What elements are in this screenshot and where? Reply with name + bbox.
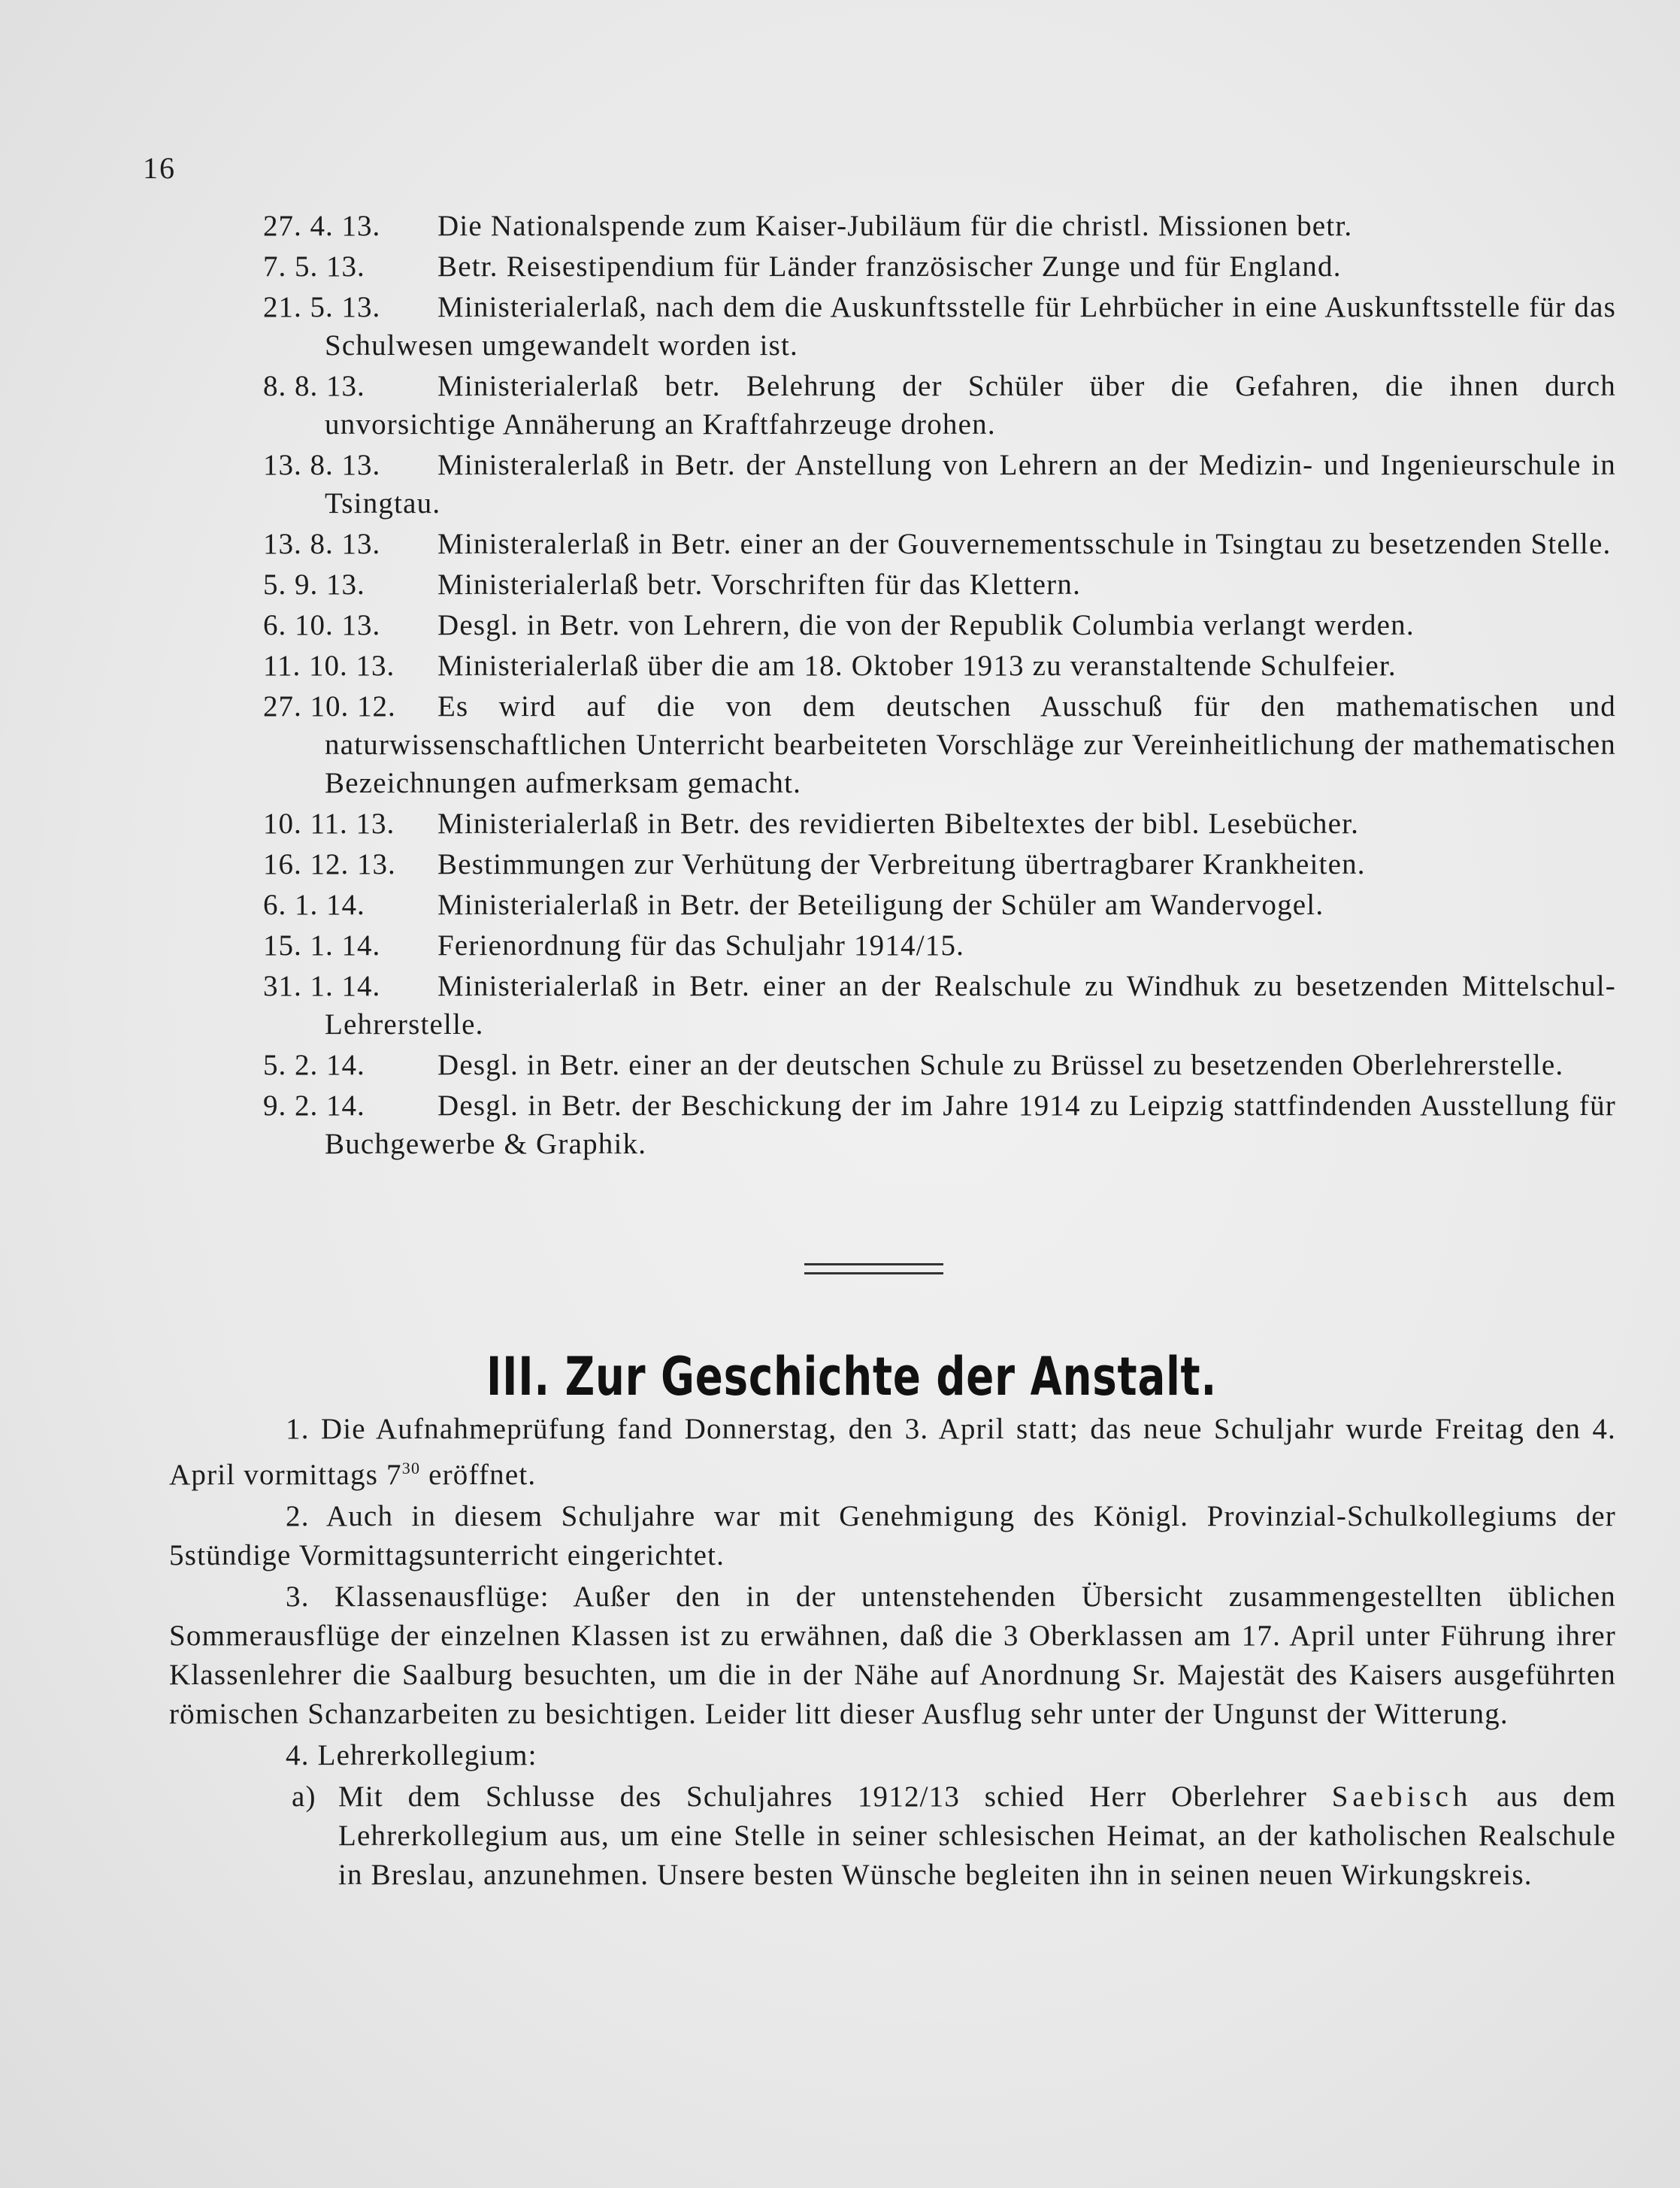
decree-date: 31. 1. 14. <box>263 970 381 1002</box>
decree-text: Ministeralerlaß in Betr. der Anstellung von Lehrern an der Medizin- und Ingenieurschule in Tsingtau. <box>325 449 1616 520</box>
decree-date: 5. 2. 14. <box>263 1049 365 1081</box>
decree-text: Desgl. in Betr. der Beschickung der im Jahre 1914 zu Leipzig stattfindenden Ausstellung für Buchgewerbe & Graphik. <box>325 1089 1616 1160</box>
decree-date: 15. 1. 14. <box>263 929 381 962</box>
decree-text: Die Nationalspende zum Kaiser-Jubiläum für die christl. Missionen betr. <box>437 210 1353 242</box>
decree-text: Ministerialerlaß über die am 18. Oktober 1913 zu veranstaltende Schulfeier. <box>437 650 1397 682</box>
decree-entry <box>263 525 1616 563</box>
section-heading: III. Zur Geschichte der Anstalt. <box>486 1346 1217 1408</box>
decree-date: 8. 8. 13. <box>263 370 365 402</box>
history-paragraph-faculty: 4. Lehrerkollegium: <box>286 1739 537 1771</box>
admission-time-minutes: 30 <box>401 1459 421 1477</box>
decree-text: Es wird auf die von dem deutschen Ausschuß für den mathematischen und naturwissenschaftlichen Unterricht bearbeiteten Vorschläge zur Vereinheitlichung der mathematischen Bezeichnungen aufmerksam gemacht. <box>325 690 1616 799</box>
decree-entry <box>263 367 1616 444</box>
decree-text: Desgl. in Betr. einer an der deutschen Schule zu Brüssel zu besetzenden Oberlehrerstelle. <box>437 1049 1564 1081</box>
decree-date: 13. 8. 13. <box>263 528 381 560</box>
subitem-text: Mit dem Schlusse des Schuljahres 1912/13 schied Herr Oberlehrer <box>338 1780 1332 1813</box>
page-number: 16 <box>143 151 176 185</box>
decree-entry <box>263 247 1616 286</box>
decree-entry <box>263 647 1616 685</box>
decree-text: Ministerialerlaß in Betr. des revidierten Bibeltextes der bibl. Lesebücher. <box>437 808 1360 840</box>
admission-text: 1. Die Aufnahmeprüfung fand Donnerstag, den 3. April statt; das neue Schuljahr wurde Freitag den 4. April vormittags 7 <box>169 1413 1616 1491</box>
section-divider <box>804 1263 943 1274</box>
decree-entry <box>263 1086 1616 1163</box>
decree-date: 6. 10. 13. <box>263 609 381 641</box>
decree-date: 11. 10. 13. <box>263 650 395 682</box>
decree-text: Ministerialerlaß, nach dem die Auskunftsstelle für Lehrbücher in eine Auskunftsstelle für das Schulwesen umgewandelt worden ist. <box>325 291 1616 362</box>
decree-entry <box>263 967 1616 1044</box>
decree-text: Ministerialerlaß betr. Belehrung der Schüler über die Gefahren, die ihnen durch unvorsichtige Annäherung an Kraftfahrzeuge drohen. <box>325 370 1616 441</box>
admission-text-end: eröffnet. <box>420 1459 537 1491</box>
history-paragraph-schedule: 2. Auch in diesem Schuljahre war mit Genehmigung des Königl. Provinzial-Schulkollegiums der 5stündige Vormittagsunterricht eingerichtet. <box>169 1500 1616 1571</box>
decree-text: Ministerialerlaß in Betr. der Beteiligung der Schüler am Wandervogel. <box>437 889 1324 921</box>
decree-text: Desgl. in Betr. von Lehrern, die von der Republik Columbia verlangt werden. <box>437 609 1415 641</box>
decree-date: 21. 5. 13. <box>263 291 381 323</box>
history-paragraph-admission <box>169 1410 1616 1495</box>
subitem-marker: a) <box>292 1780 316 1813</box>
decree-entry <box>263 926 1616 965</box>
decree-date: 7. 5. 13. <box>263 250 365 283</box>
decree-date: 5. 9. 13. <box>263 568 365 601</box>
history-section <box>169 1410 1616 1897</box>
decree-date: 27. 4. 13. <box>263 210 381 242</box>
decree-entry <box>263 805 1616 843</box>
decree-entry <box>263 845 1616 883</box>
teacher-name: Saebisch <box>1331 1780 1473 1813</box>
decree-text: Betr. Reisestipendium für Länder französischer Zunge und für England. <box>437 250 1342 283</box>
decree-date: 27. 10. 12. <box>263 690 396 723</box>
decree-date: 10. 11. 13. <box>263 808 395 840</box>
decree-text: Ministerialerlaß in Betr. einer an der Realschule zu Windhuk zu besetzenden Mittelschul-Lehrerstelle. <box>325 970 1616 1041</box>
decree-entry <box>263 288 1616 365</box>
decree-entry <box>263 565 1616 604</box>
history-subitem-faculty-a <box>169 1777 1616 1895</box>
decree-list <box>263 207 1616 1165</box>
decree-entry <box>263 606 1616 644</box>
decree-date: 6. 1. 14. <box>263 889 365 921</box>
decree-text: Ferienordnung für das Schuljahr 1914/15. <box>437 929 965 962</box>
decree-text: Bestimmungen zur Verhütung der Verbreitung übertragbarer Krankheiten. <box>437 848 1366 880</box>
decree-text: Ministerialerlaß betr. Vorschriften für das Klettern. <box>437 568 1082 601</box>
decree-date: 16. 12. 13. <box>263 848 396 880</box>
decree-entry <box>263 886 1616 924</box>
decree-entry <box>263 687 1616 802</box>
decree-text: Ministeralerlaß in Betr. einer an der Gouvernementsschule in Tsingtau zu besetzenden Stelle. <box>437 528 1612 560</box>
decree-date: 13. 8. 13. <box>263 449 381 481</box>
decree-date: 9. 2. 14. <box>263 1089 365 1122</box>
history-paragraph-excursions: 3. Klassenausflüge: Außer den in der untenstehenden Übersicht zusammengestellten üblichen Sommerausflüge der einzelnen Klassen ist zu erwähnen, daß die 3 Oberklassen am 17. April unter Führung ihrer Klassenlehrer die Saalburg besuchten, um die in der Nähe auf Anordnung Sr. Majestät des Kaisers ausgeführten römischen Schanzarbeiten zu besichtigen. Leider litt dieser Ausflug sehr unter der Ungunst der Witterung. <box>169 1580 1616 1730</box>
decree-entry <box>263 446 1616 523</box>
subitem-text-end: aus dem Lehrerkollegium aus, um eine Stelle in seiner schlesischen Heimat, an der katholischen Realschule in Breslau, anzunehmen. Unsere besten Wünsche begleiten ihn in seinen neuen Wirkungskreis. <box>338 1780 1616 1891</box>
decree-entry <box>263 207 1616 245</box>
decree-entry <box>263 1046 1616 1084</box>
